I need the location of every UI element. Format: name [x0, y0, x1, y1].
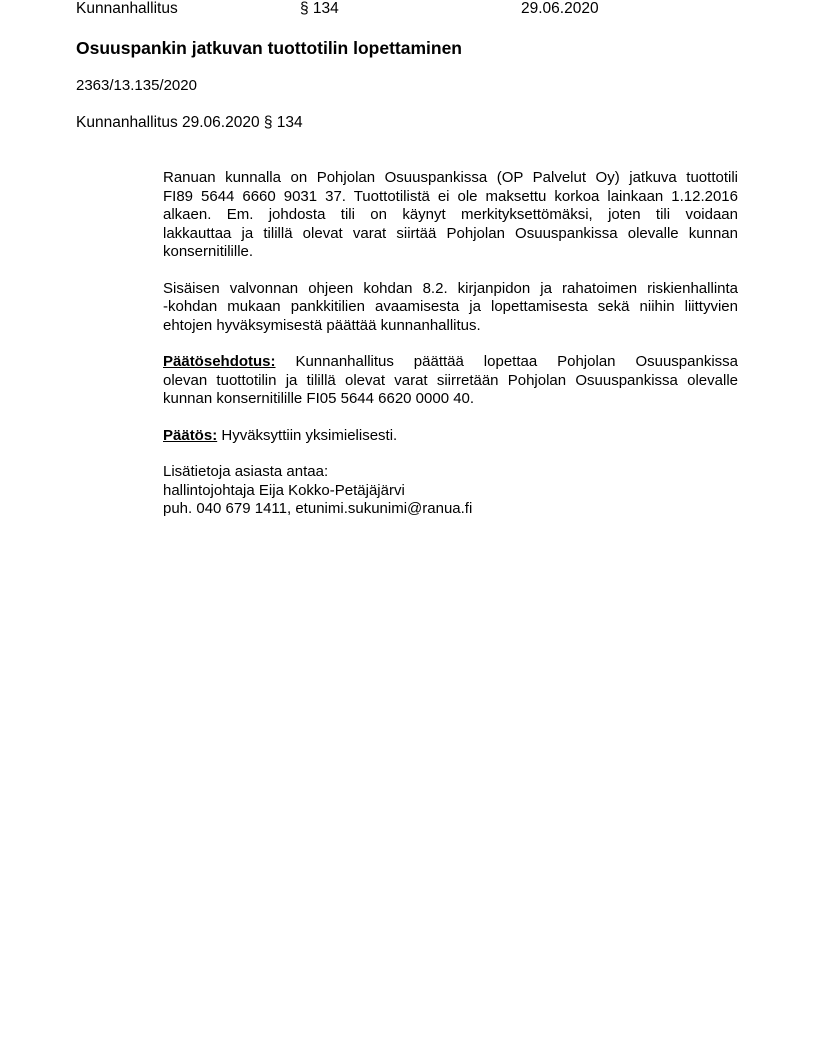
proposal-label: Päätösehdotus: [163, 353, 276, 370]
meeting-reference: Kunnanhallitus 29.06.2020 § 134 [76, 114, 303, 131]
document-title: Osuuspankin jatkuvan tuottotilin lopettaminen [76, 38, 462, 58]
contact-intro: Lisätietoja asiasta antaa: [163, 463, 329, 480]
paragraph-contact [163, 463, 738, 519]
header-body-name: Kunnanhallitus [76, 0, 178, 17]
page-header [0, 0, 816, 20]
text-line: kunnan konsernitilille FI05 5644 6620 0000 40. [163, 390, 475, 407]
case-number: 2363/13.135/2020 [76, 77, 197, 94]
paragraph-internal-control [163, 280, 738, 336]
header-date: 29.06.2020 [521, 0, 599, 17]
decision-label: Päätös: [163, 426, 218, 444]
paragraph-decision [163, 427, 738, 446]
text-line: olevan tuottotilin ja tilillä olevat varat siirretään Pohjolan Osuuspankissa olevalle [163, 371, 738, 389]
text-line: FI89 5644 6660 9031 37. Tuottotilistä ei ole maksettu korkoa lainkaan 1.12.2016 [163, 187, 738, 205]
text-line [163, 427, 738, 446]
contact-person: hallintojohtaja Eija Kokko-Petäjäjärvi [163, 481, 405, 499]
document-body [163, 169, 738, 537]
text-line: Ranuan kunnalla on Pohjolan Osuuspankissa (OP Palvelut Oy) jatkuva tuottotili [163, 169, 738, 186]
text-line: lakkauttaa ja tilillä olevat varat siirtää Pohjolan Osuuspankissa olevalle kunnan [163, 224, 738, 242]
paragraph-decision-proposal [163, 353, 738, 409]
decision-text: Hyväksyttiin yksimielisesti. [217, 426, 398, 444]
text-line: Sisäisen valvonnan ohjeen kohdan 8.2. kirjanpidon ja rahatoimen riskienhallinta [163, 279, 738, 297]
text-line: alkaen. Em. johdosta tili on käynyt merkityksettömäksi, joten tili voidaan [163, 206, 738, 223]
paragraph-account-background [163, 169, 738, 262]
text-line [163, 353, 738, 372]
header-section-number: § 134 [300, 0, 339, 17]
text-line: ehtojen hyväksymisestä päättää kunnanhallitus. [163, 316, 481, 334]
text-line: -kohdan mukaan pankkitilien avaamisesta ja lopettamisesta sekä niihin liittyvien [163, 298, 738, 315]
proposal-text: Kunnanhallitus päättää lopettaa Pohjolan Osuuspankissa [275, 353, 738, 370]
contact-details: puh. 040 679 1411, etunimi.sukunimi@ranua.fi [163, 500, 473, 517]
text-line: konsernitilille. [163, 243, 254, 260]
